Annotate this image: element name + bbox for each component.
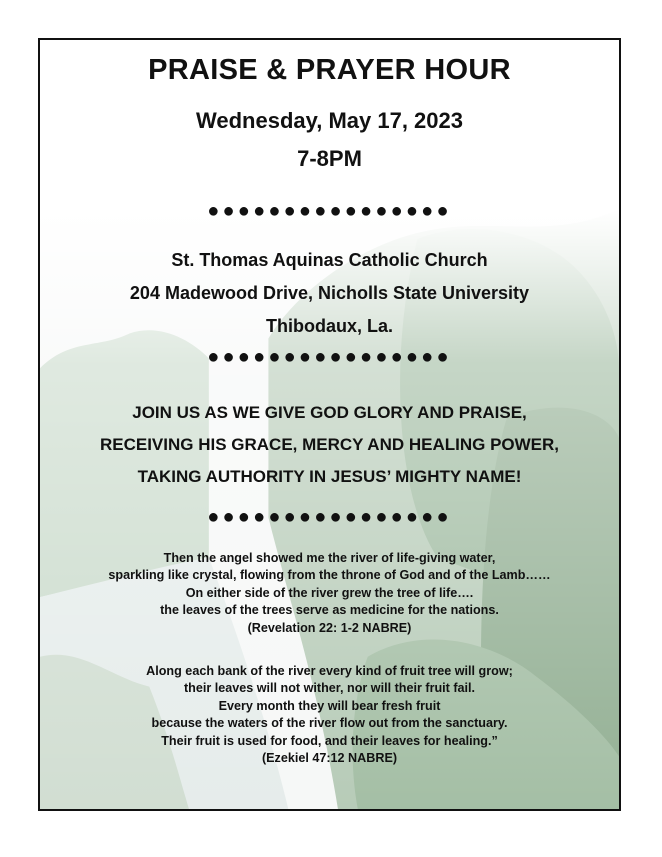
event-time: 7-8PM	[297, 146, 362, 171]
scripture-citation: (Ezekiel 47:12 NABRE)	[261, 750, 398, 765]
scripture-line: Along each bank of the river every kind of fruit tree will grow;	[146, 664, 513, 678]
church-city: Thibodaux, La.	[265, 316, 393, 336]
scripture-revelation	[40, 550, 619, 637]
event-title: PRAISE & PRAYER HOUR	[148, 54, 511, 86]
dot-separator: ●●●●●●●●●●●●●●●●	[207, 200, 452, 222]
dot-separator: ●●●●●●●●●●●●●●●●	[207, 346, 452, 368]
scripture-ezekiel	[40, 663, 619, 767]
invitation-block	[40, 397, 619, 493]
scripture-line: sparkling like crystal, flowing from the throne of God and of the Lamb……	[108, 568, 551, 583]
scripture-citation: (Revelation 22: 1-2 NABRE)	[247, 620, 412, 635]
church-address-block	[40, 244, 619, 343]
event-date: Wednesday, May 17, 2023	[196, 108, 463, 133]
scripture-line: On either side of the river grew the tree of life….	[185, 585, 474, 600]
church-street-address: 204 Madewood Drive, Nicholls State University	[129, 283, 530, 303]
flyer	[38, 38, 621, 811]
invitation-line: TAKING AUTHORITY IN JESUS’ MIGHTY NAME!	[137, 467, 522, 486]
scripture-line: Every month they will bear fresh fruit	[218, 698, 441, 713]
scripture-line: Then the angel showed me the river of life-giving water,	[163, 551, 496, 565]
scripture-line: the leaves of the trees serve as medicine for the nations.	[160, 603, 499, 618]
scripture-line: because the waters of the river flow out from the sanctuary.	[151, 716, 508, 731]
scripture-line: their leaves will not wither, nor will their fruit fail.	[183, 681, 476, 696]
scripture-line: Their fruit is used for food, and their leaves for healing.”	[161, 733, 498, 748]
church-name: St. Thomas Aquinas Catholic Church	[171, 250, 488, 270]
invitation-line: RECEIVING HIS GRACE, MERCY AND HEALING POWER,	[99, 435, 560, 454]
dot-separator: ●●●●●●●●●●●●●●●●	[207, 506, 452, 528]
flyer-content	[40, 40, 619, 809]
invitation-line: JOIN US AS WE GIVE GOD GLORY AND PRAISE,	[132, 403, 527, 422]
